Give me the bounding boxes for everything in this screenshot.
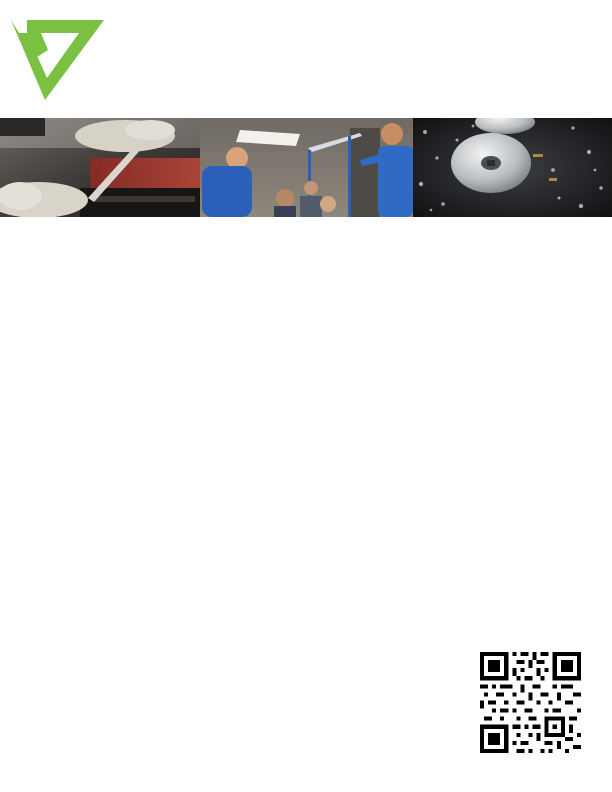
banner-photo-machined-part [413,118,612,217]
classroom-photo-icon [200,118,413,217]
banner-photo-hands-tools [0,118,200,217]
header-banner [0,118,612,217]
banner-photo-classroom [200,118,413,217]
metal-part-photo-icon [413,118,612,217]
gloved-hands-photo-icon [0,118,200,217]
qr-code-icon [479,652,582,753]
company-logo [11,20,104,100]
logo-icon [11,20,104,100]
qr-code[interactable] [479,652,582,753]
